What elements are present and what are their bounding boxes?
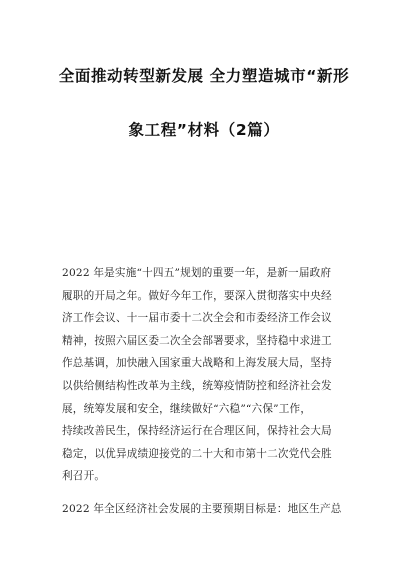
paragraph-line: 2022 年是实施“十四五”规划的重要一年，是新一届政府 (62, 267, 332, 279)
paragraph-line: 利召开。 (62, 470, 106, 483)
body-paragraph-1 (62, 262, 362, 488)
paragraph-line: 持续改善民生，保持经济运行在合理区间，保持社会大局 (62, 425, 332, 438)
paragraph-line: 稳定，以优异成绩迎接党的二十大和市第十二次党代会胜 (62, 447, 332, 460)
paragraph-line: 展，统筹发展和安全，继续做好“六稳”“六保”工作， (62, 402, 312, 415)
paragraph-line: 2022 年全区经济社会发展的主要预期目标是：地区生产总 (62, 503, 342, 515)
paragraph-line: 作总基调，加快融入国家重大战略和上海发展大局，坚持 (62, 357, 332, 370)
document-title-line-2: 象工程”材料（2篇） (128, 121, 280, 139)
document-title-line-1: 全面推动转型新发展 全力塑造城市“新形 (58, 67, 350, 85)
paragraph-line: 以供给侧结构性改革为主线，统筹疫情防控和经济社会发 (62, 379, 332, 392)
paragraph-line: 精神，按照六届区委二次全会部署要求，坚持稳中求进工 (62, 334, 332, 347)
body-paragraph-2 (62, 498, 362, 521)
paragraph-line: 济工作会议、十一届市委十二次全会和市委经济工作会议 (62, 312, 332, 325)
paragraph-line: 履职的开局之年。做好今年工作，要深入贯彻落实中央经 (62, 289, 332, 302)
